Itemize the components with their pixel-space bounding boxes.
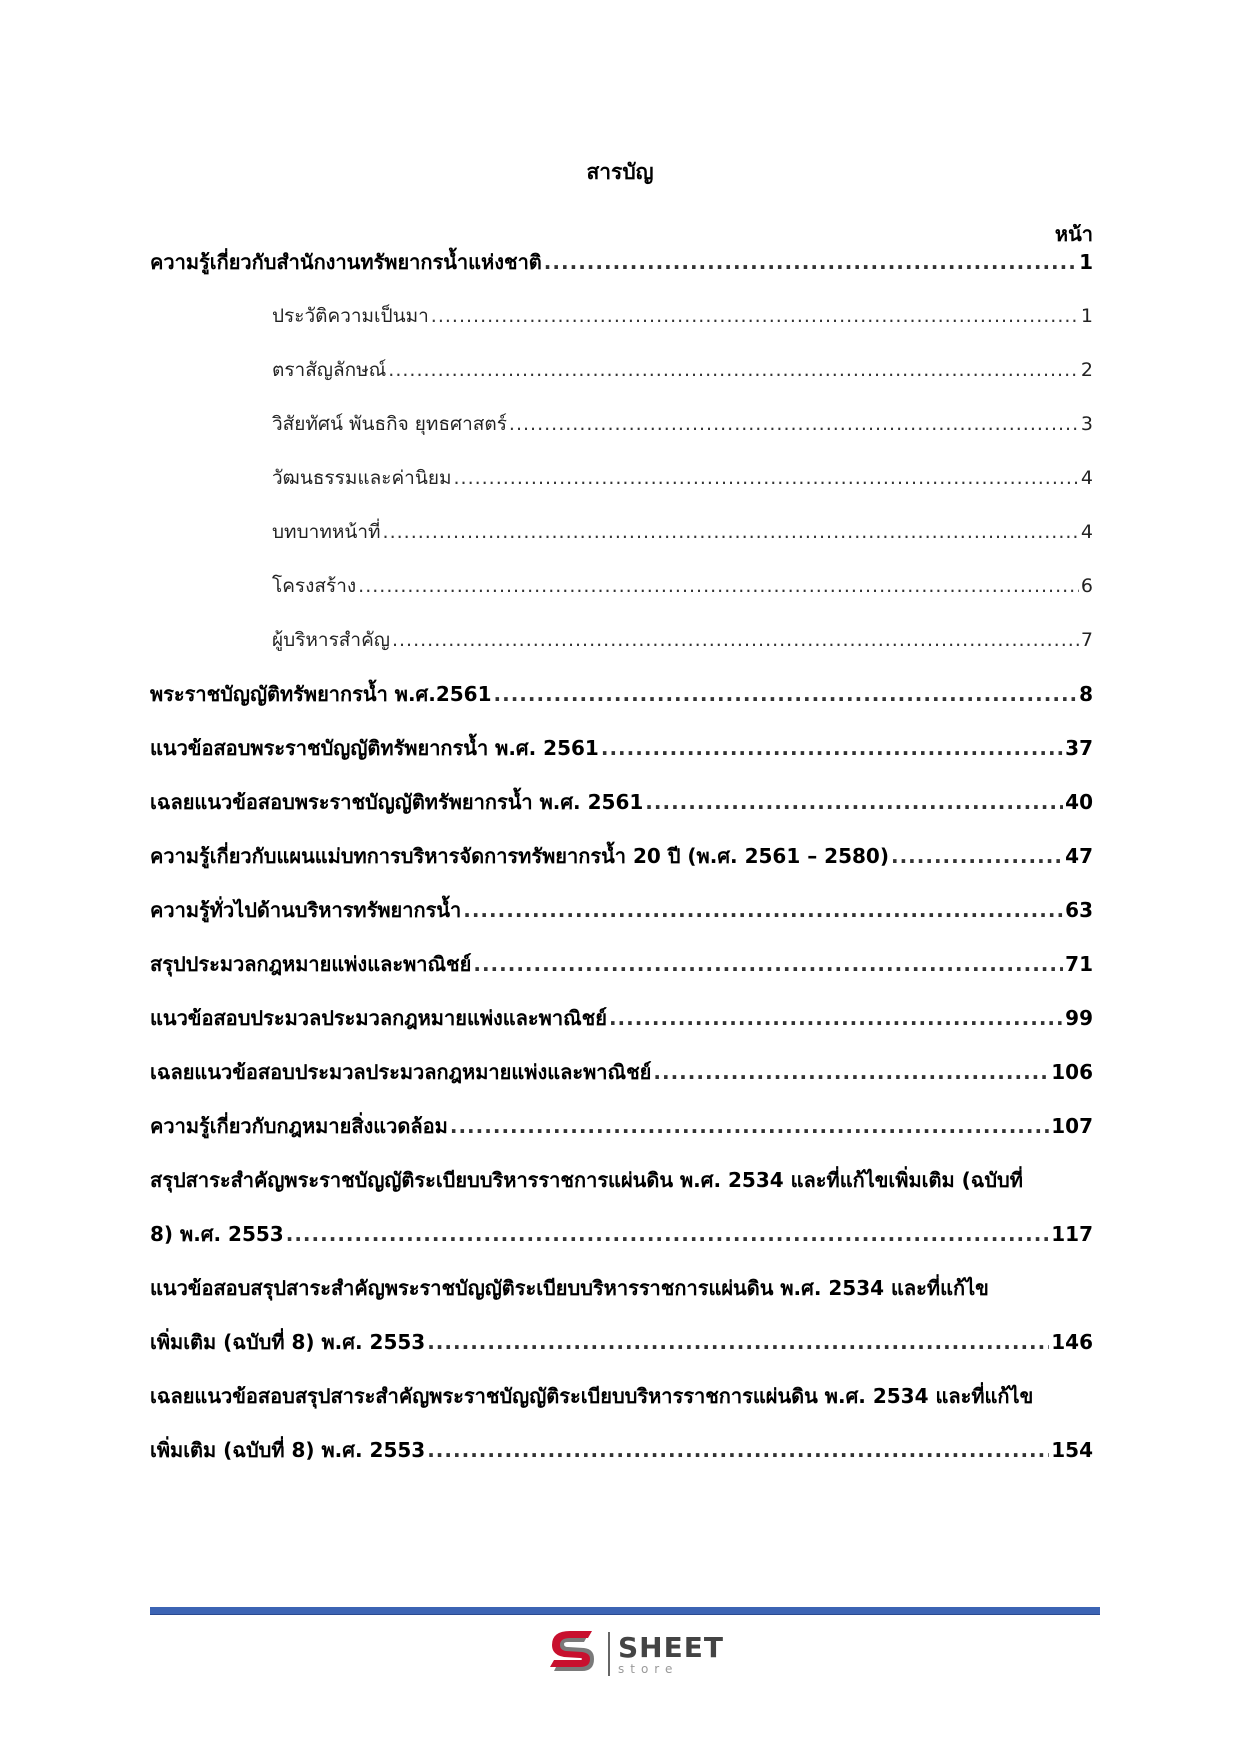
toc-leader-dots: [453, 451, 1078, 505]
toc-leader-dots: [427, 1315, 1049, 1369]
toc-page-number: 2: [1080, 359, 1093, 381]
toc-entry: [150, 1153, 1093, 1261]
toc-leader-dots: [392, 613, 1079, 667]
toc-entry-label: ประวัติความเป็นมา: [272, 305, 429, 327]
toc-page-number: 99: [1065, 1006, 1093, 1030]
toc-leader-dots: [450, 1099, 1049, 1153]
toc-entry-label: แนวข้อสอบพระราชบัญญัติทรัพยากรน้ำ พ.ศ. 2561: [150, 736, 599, 760]
toc-subentry: [272, 559, 1093, 613]
toc-entry-label: ความรู้เกี่ยวกับสำนักงานทรัพยากรน้ำแห่งชาติ: [150, 250, 542, 274]
toc-entry-label: โครงสร้าง: [272, 575, 357, 597]
toc-entry-label: เฉลยแนวข้อสอบประมวลประมวลกฎหมายแพ่งและพาณิชย์: [150, 1060, 652, 1084]
page-title: สารบัญ: [586, 160, 654, 184]
toc-entry-label: วิสัยทัศน์ พันธกิจ ยุทธศาสตร์: [272, 413, 507, 435]
toc-entry: [150, 829, 1093, 883]
brand-subtext: store: [618, 1661, 679, 1676]
toc-page-number: 40: [1065, 790, 1093, 814]
toc-entry: [150, 775, 1093, 829]
toc-leader-dots: [358, 559, 1079, 613]
toc-entry-label: พระราชบัญญัติทรัพยากรน้ำ พ.ศ.2561: [150, 682, 492, 706]
toc-entry-label: เพิ่มเติม (ฉบับที่ 8) พ.ศ. 2553: [150, 1438, 426, 1462]
toc-leader-dots: [383, 505, 1079, 559]
footer-divider: [150, 1607, 1100, 1614]
sheet-logo-icon: [548, 1627, 602, 1681]
toc-entry-label: บทบาทหน้าที่: [272, 521, 381, 543]
toc-page-number: 106: [1051, 1060, 1093, 1084]
toc-leader-dots: [645, 775, 1063, 829]
toc-page-number: 1: [1079, 250, 1093, 274]
toc-leader-dots: [427, 1423, 1049, 1477]
toc-leader-dots: [473, 937, 1063, 991]
sheet-store-logo: [548, 1626, 728, 1682]
toc-entry-label: เพิ่มเติม (ฉบับที่ 8) พ.ศ. 2553: [150, 1330, 426, 1354]
toc-entry-label: แนวข้อสอบประมวลประมวลกฎหมายแพ่งและพาณิชย์: [150, 1006, 607, 1030]
page-column-header: หน้า: [1054, 222, 1093, 246]
toc-entry: [150, 883, 1093, 937]
toc-page-number: 4: [1080, 521, 1093, 543]
toc-subentry: [272, 343, 1093, 397]
toc-entry-label: ตราสัญลักษณ์: [272, 359, 387, 381]
toc-leader-dots: [286, 1207, 1050, 1261]
toc-entry-label: สรุปประมวลกฎหมายแพ่งและพาณิชย์: [150, 952, 472, 976]
toc-leader-dots: [609, 991, 1063, 1045]
toc-leader-dots: [431, 289, 1079, 343]
toc-page-number: 6: [1080, 575, 1093, 597]
brand-name: SHEET: [618, 1630, 724, 1664]
toc-leader-dots: [601, 721, 1063, 775]
toc-entry-label-line1: สรุปสาระสำคัญพระราชบัญญัติระเบียบบริหารราชการแผ่นดิน พ.ศ. 2534 และที่แก้ไขเพิ่มเติม (ฉบับที่: [150, 1168, 1023, 1192]
toc-entry: [150, 991, 1093, 1045]
toc-page-number: 1: [1080, 305, 1093, 327]
toc-entry-label: 8) พ.ศ. 2553: [150, 1222, 284, 1246]
toc-entry-label: วัฒนธรรมและค่านิยม: [272, 467, 452, 489]
toc-page-number: 4: [1080, 467, 1093, 489]
toc-page-number: 107: [1051, 1114, 1093, 1138]
toc-leader-dots: [463, 883, 1063, 937]
toc-subentry: [272, 289, 1093, 343]
toc-entry: [150, 721, 1093, 775]
toc-page-number: 47: [1065, 844, 1093, 868]
toc-page-number: 8: [1079, 682, 1093, 706]
toc-leader-dots: [653, 1045, 1049, 1099]
toc-page-number: 7: [1080, 629, 1093, 651]
toc-entry: [150, 1369, 1093, 1477]
toc-page-number: 3: [1080, 413, 1093, 435]
toc-entry-label: ความรู้ทั่วไปด้านบริหารทรัพยากรน้ำ: [150, 898, 462, 922]
toc-entry: [150, 667, 1093, 721]
toc-leader-dots: [494, 667, 1078, 721]
toc-entry: [150, 1099, 1093, 1153]
toc-page-number: 146: [1051, 1330, 1093, 1354]
toc-leader-dots: [544, 235, 1077, 289]
toc-entry-label-line1: เฉลยแนวข้อสอบสรุปสาระสำคัญพระราชบัญญัติระเบียบบริหารราชการแผ่นดิน พ.ศ. 2534 และที่แก้ไข: [150, 1384, 1034, 1408]
toc-entry: [150, 937, 1093, 991]
toc-page-number: 37: [1065, 736, 1093, 760]
toc-leader-dots: [509, 397, 1079, 451]
toc-page-number: 154: [1051, 1438, 1093, 1462]
toc-subentry: [272, 397, 1093, 451]
toc-page-number: 71: [1065, 952, 1093, 976]
toc-entry: [150, 235, 1093, 289]
toc-page-number: 117: [1051, 1222, 1093, 1246]
toc-entry-label: เฉลยแนวข้อสอบพระราชบัญญัติทรัพยากรน้ำ พ.ศ. 2561: [150, 790, 644, 814]
toc-entry-label-line1: แนวข้อสอบสรุปสาระสำคัญพระราชบัญญัติระเบียบบริหารราชการแผ่นดิน พ.ศ. 2534 และที่แก้ไข: [150, 1276, 989, 1300]
toc-entry-label: ความรู้เกี่ยวกับแผนแม่บทการบริหารจัดการทรัพยากรน้ำ 20 ปี (พ.ศ. 2561 – 2580): [150, 844, 889, 868]
toc-subentry: [272, 451, 1093, 505]
toc-leader-dots: [388, 343, 1079, 397]
toc-entry: [150, 1045, 1093, 1099]
toc-leader-dots: [891, 829, 1063, 883]
toc-subentry: [272, 505, 1093, 559]
toc-entry-label: ความรู้เกี่ยวกับกฎหมายสิ่งแวดล้อม: [150, 1114, 448, 1138]
toc-subentry: [272, 613, 1093, 667]
toc-page-number: 63: [1065, 898, 1093, 922]
toc-entry: [150, 1261, 1093, 1369]
toc-entry-label: ผู้บริหารสำคัญ: [272, 629, 390, 651]
